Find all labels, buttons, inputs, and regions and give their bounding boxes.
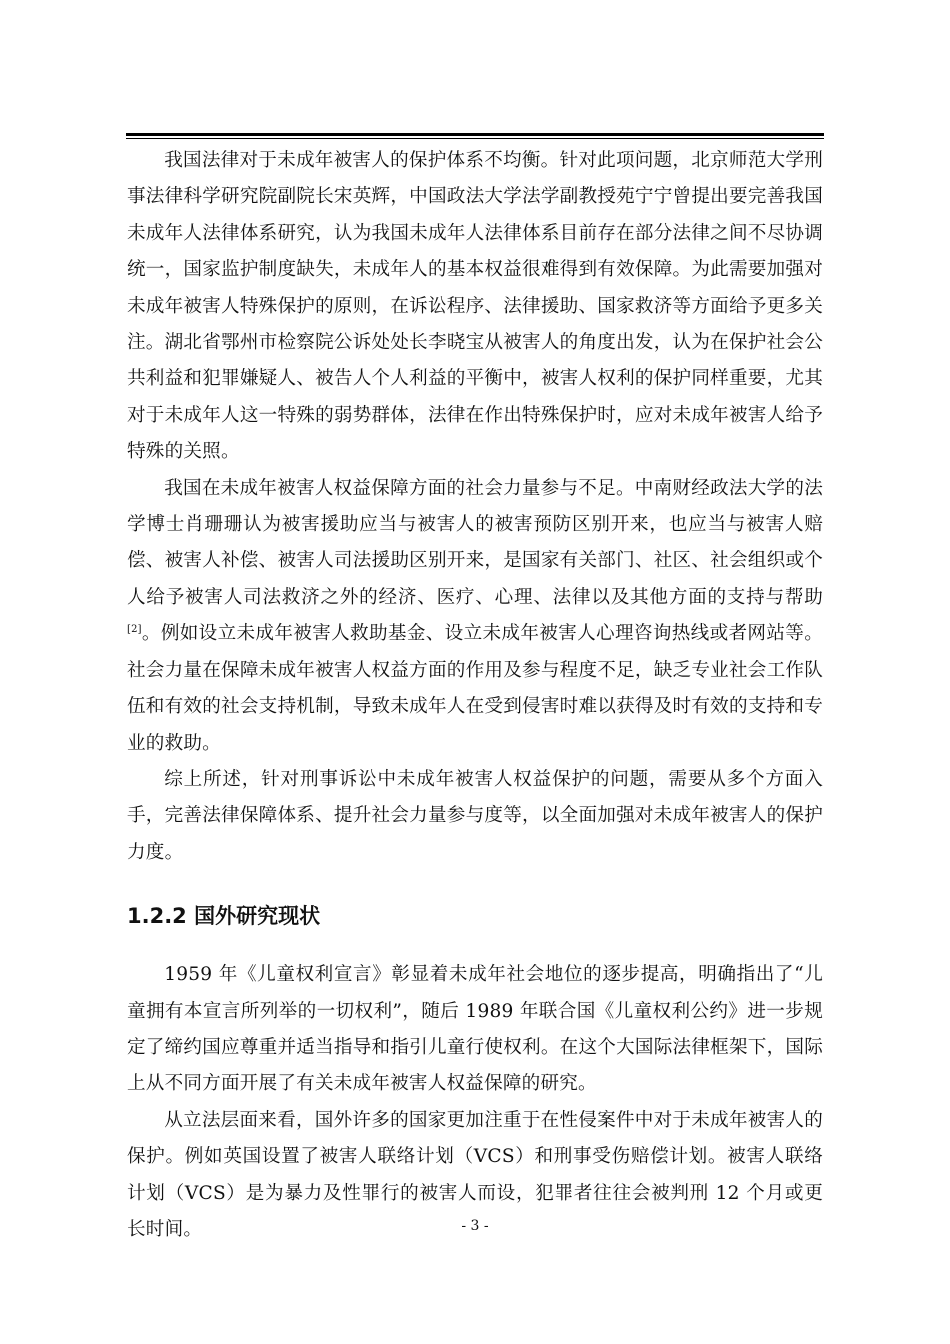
page-number: - 3 - [461, 1218, 489, 1234]
paragraph-legal-system-imbalance: 我国法律对于未成年被害人的保护体系不均衡。针对此项问题，北京师范大学刑事法律科学研究院副院长宋英辉，中国政法大学法学副教授苑宁宁曾提出要完善我国未成年人法律体系研究，认为我国未成年人法律体系目前存在部分法律之间不尽协调统一，国家监护制度缺失，未成年人的基本权益很难得到有效保障。为此需要加强对未成年被害人特殊保护的原则，在诉讼程序、法律援助、国家救济等方面给予更多关注。湖北省鄂州市检察院公诉处处长李晓宝从被害人的角度出发，认为在保护社会公共利益和犯罪嫌疑人、被告人个人利益的平衡中，被害人权利的保护同样重要，尤其对于未成年人这一特殊的弱势群体，法律在作出特殊保护时，应对未成年被害人给予特殊的关照。 [127, 150, 823, 463]
paragraph-text: 。例如设立未成年被害人救助基金、设立未成年被害人心理咨询热线或者网站等。社会力量在保障未成年被害人权益方面的作用及参与程度不足，缺乏专业社会工作队伍和有效的社会支持机制，导致未成年人在受到侵害时难以获得及时有效的支持和专业的救助。 [127, 623, 823, 754]
paragraph-social-participation [127, 471, 823, 762]
paragraph-summary: 综上所述，针对刑事诉讼中未成年被害人权益保护的问题，需要从多个方面入手，完善法律保障体系、提升社会力量参与度等，以全面加强对未成年被害人的保护力度。 [127, 768, 823, 863]
paragraph-legislation-abroad: 从立法层面来看，国外许多的国家更加注重于在性侵案件中对于未成年被害人的保护。例如英国设置了被害人联络计划（VCS）和刑事受伤赔偿计划。被害人联络计划（VCS）是为暴力及性罪行的被害人而设，犯罪者往往会被判刑 12 个月或更长时间。 [127, 1109, 823, 1240]
header-rule-thick [126, 133, 824, 136]
section-heading: 1.2.2 国外研究现状 [127, 904, 321, 929]
page-body [127, 143, 823, 1248]
citation-reference: [2] [127, 624, 142, 636]
header-rule-thin [126, 138, 824, 139]
paragraph-international-declaration: 1959 年《儿童权利宣言》彰显着未成年社会地位的逐步提高，明确指出了“儿童拥有本宣言所列举的一切权利”，随后 1989 年联合国《儿童权利公约》进一步规定了缔约国应尊重并适当指导和指引儿童行使权利。在这个大国际法律框架下，国际上从不同方面开展了有关未成年被害人权益保障的研究。 [127, 964, 823, 1095]
paragraph-text: 我国在未成年被害人权益保障方面的社会力量参与不足。中南财经政法大学的法学博士肖珊珊认为被害援助应当与被害人的被害预防区别开来，也应当与被害人赔偿、被害人补偿、被害人司法援助区别开来，是国家有关部门、社区、社会组织或个人给予被害人司法救济之外的经济、医疗、心理、法律以及其他方面的支持与帮助 [127, 477, 823, 608]
